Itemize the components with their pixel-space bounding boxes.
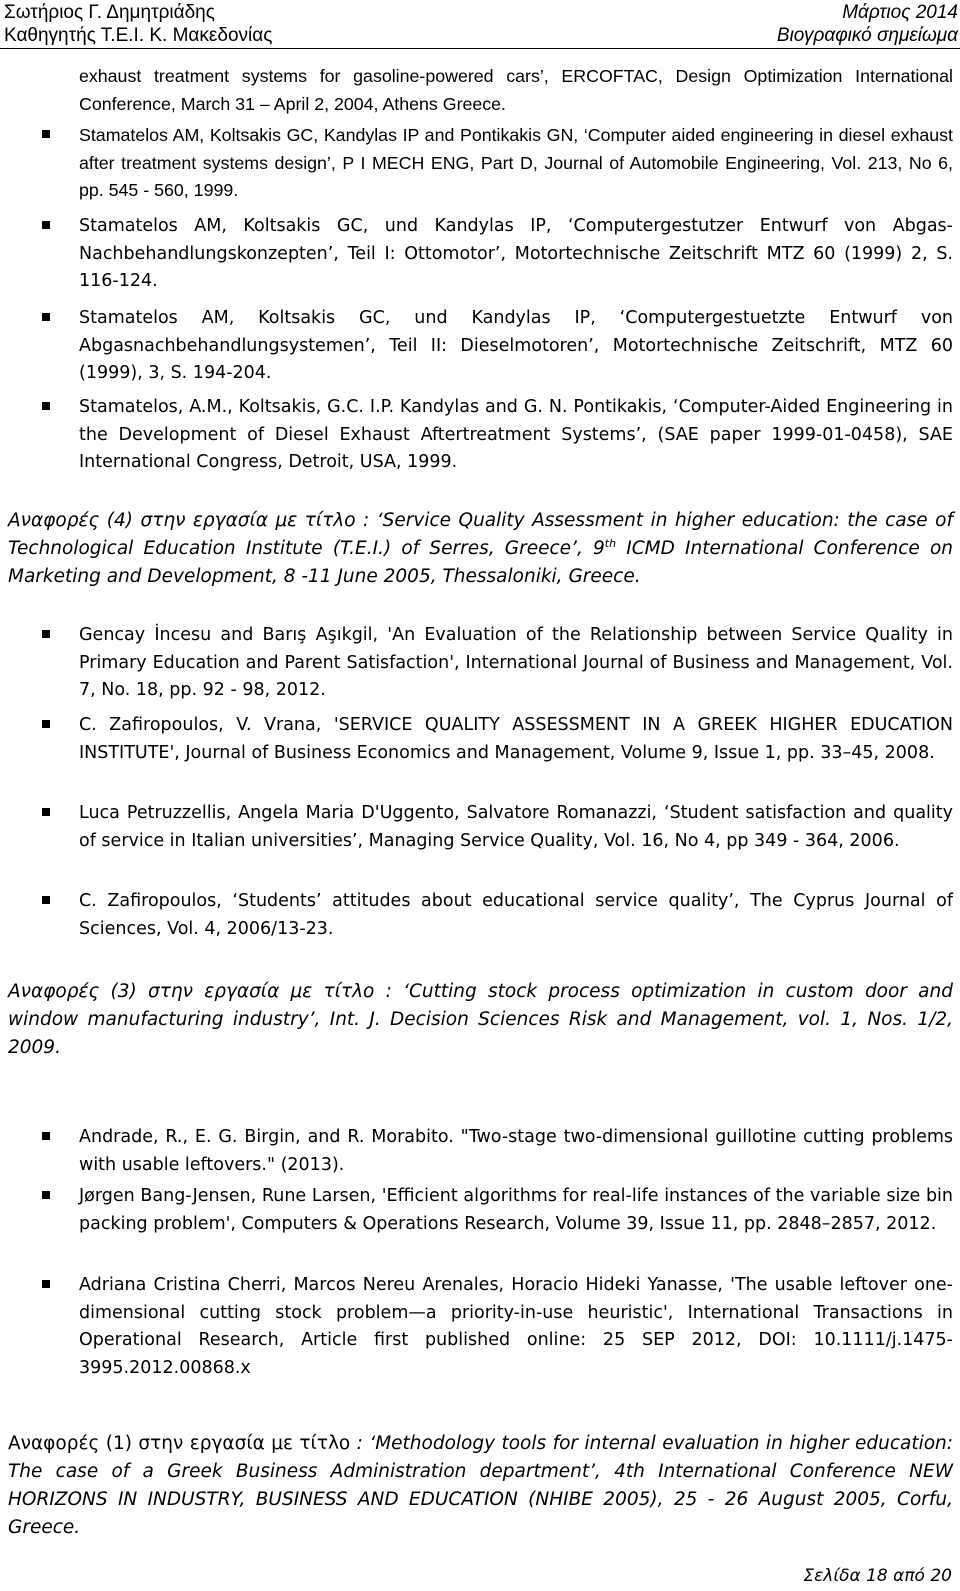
reference-text: Andrade, R., E. G. Birgin, and R. Morabito. "Two-stage two-dimensional guillotine cutting problems with usable leftovers." (2013).: [79, 1127, 953, 1175]
bullet-icon: [42, 1132, 50, 1140]
bullet-icon: [42, 808, 50, 816]
reference-text: Jørgen Bang-Jensen, Rune Larsen, 'Efficient algorithms for real-life instances of the variable size bin packing problem', Computers & Operations Research, Volume 39, Issue 11, pp. 2848–2857, 2012.: [79, 1186, 953, 1234]
header-author: Σωτήριος Γ. Δημητριάδης: [4, 2, 215, 23]
bullet-icon: [42, 221, 50, 229]
reference-text: Stamatelos AM, Koltsakis GC, und Kandylas IP, ‘Computergestutzer Entwurf von Abgas-Nachbehandlungskonzepten’, Teil I: Ottomotor’, Motortechnische Zeitschrift MTZ 60 (1999) 2, S. 116-124.: [79, 216, 953, 291]
heading-text-italic: : ‘Methodology tools for internal evaluation in higher education: The case of a Greek Business Administration department’, 4th International Conference NEW HORIZONS IN INDUSTRY, BUSINESS AND EDUCATION (NHIBE 2005), 25 - 26 August 2005, Corfu, Greece.: [8, 1433, 954, 1538]
header-doc-type: Βιογραφικό σημείωμα: [776, 25, 958, 46]
section-heading-1: [8, 1430, 953, 1542]
heading-text: Αναφορές (4) στην εργασία με τίτλο : ‘Service Quality Assessment in higher education: the case of Technological Education Institute (T.E.I.) of Serres, Greece’, 9: [8, 510, 953, 559]
reference-text: Luca Petruzzellis, Angela Maria D'Uggento, Salvatore Romanazzi, ‘Student satisfaction and quality of service in Italian universities’, Managing Service Quality, Vol. 16, No 4, pp 349 - 364, 2006.: [79, 803, 953, 851]
bullet-icon: [42, 1191, 50, 1199]
reference-text: C. Zafiropoulos, V. Vrana, 'SERVICE QUALITY ASSESSMENT IN A GREEK HIGHER EDUCATION INSTITUTE', Journal of Business Economics and Management, Volume 9, Issue 1, pp. 33–45, 2008.: [79, 715, 953, 763]
heading-text-tail: ICMD International Conference on Marketing and Development, 8 -11 June 2005, Thessaloniki, Greece.: [8, 538, 954, 587]
reference-continuation: exhaust treatment systems for gasoline-powered cars’, ERCOFTAC, Design Optimization International Conference, March 31 – April 2, 2004, Athens Greece.: [79, 66, 953, 114]
bullet-icon: [42, 720, 50, 728]
reference-text: Gencay İncesu and Barış Aşıkgil, 'An Evaluation of the Relationship between Service Quality in Primary Education and Parent Satisfaction', International Journal of Business and Management, Vol. 7, No. 18, pp. 92 - 98, 2012.: [79, 625, 953, 700]
page-header: [0, 0, 960, 49]
reference-text: Stamatelos, A.M., Koltsakis, G.C. I.P. Kandylas and G. N. Pontikakis, ‘Computer-Aided Engineering in the Development of Diesel Exhaust Aftertreatment Systems’, (SAE paper 1999-01-0458), SAE International Congress, Detroit, USA, 1999.: [79, 397, 953, 472]
reference-text: Stamatelos AM, Koltsakis GC, und Kandylas IP, ‘Computergestuetzte Entwurf von Abgasnachbehandlungsystemen’, Teil II: Dieselmotoren’, Motortechnische Zeitschrift, MTZ 60 (1999), 3, S. 194-204.: [79, 308, 953, 383]
header-affiliation: Καθηγητής Τ.Ε.Ι. Κ. Μακεδονίας: [4, 25, 273, 46]
reference-text: C. Zafiropoulos, ‘Students’ attitudes about educational service quality’, The Cyprus Journal of Sciences, Vol. 4, 2006/13-23.: [79, 891, 953, 939]
reference-text: Stamatelos AM, Koltsakis GC, Kandylas IP and Pontikakis GN, ‘Computer aided engineering in diesel exhaust after treatment systems design’, P I MECH ENG, Part D, Journal of Automobile Engineering, Vol. 213, No 6, pp. 545 - 560, 1999.: [79, 125, 953, 200]
bullet-icon: [42, 313, 50, 321]
bullet-icon: [42, 402, 50, 410]
section-heading-4: [8, 507, 953, 591]
bullet-icon: [42, 130, 50, 138]
page-number: Σελίδα 18 από 20: [803, 1566, 952, 1586]
bullet-icon: [42, 1280, 50, 1288]
header-date: Μάρτιος 2014: [842, 2, 958, 23]
bullet-icon: [42, 630, 50, 638]
heading-text: Αναφορές (1) στην εργασία με τίτλο: [8, 1433, 351, 1454]
bullet-icon: [42, 896, 50, 904]
heading-superscript: th: [604, 536, 617, 550]
section-heading-3: Αναφορές (3) στην εργασία με τίτλο : ‘Cutting stock process optimization in custom door and window manufacturing industry’, Int. J. Decision Sciences Risk and Management, vol. 1, Nos. 1/2, 2009.: [8, 981, 953, 1058]
reference-text: Adriana Cristina Cherri, Marcos Nereu Arenales, Horacio Hideki Yanasse, 'The usable leftover one-dimensional cutting stock problem—a priority-in-use heuristic', International Transactions in Operational Research, Article first published online: 25 SEP 2012, DOI: 10.1111/j.1475-3995.2012.00868.x: [79, 1275, 953, 1378]
